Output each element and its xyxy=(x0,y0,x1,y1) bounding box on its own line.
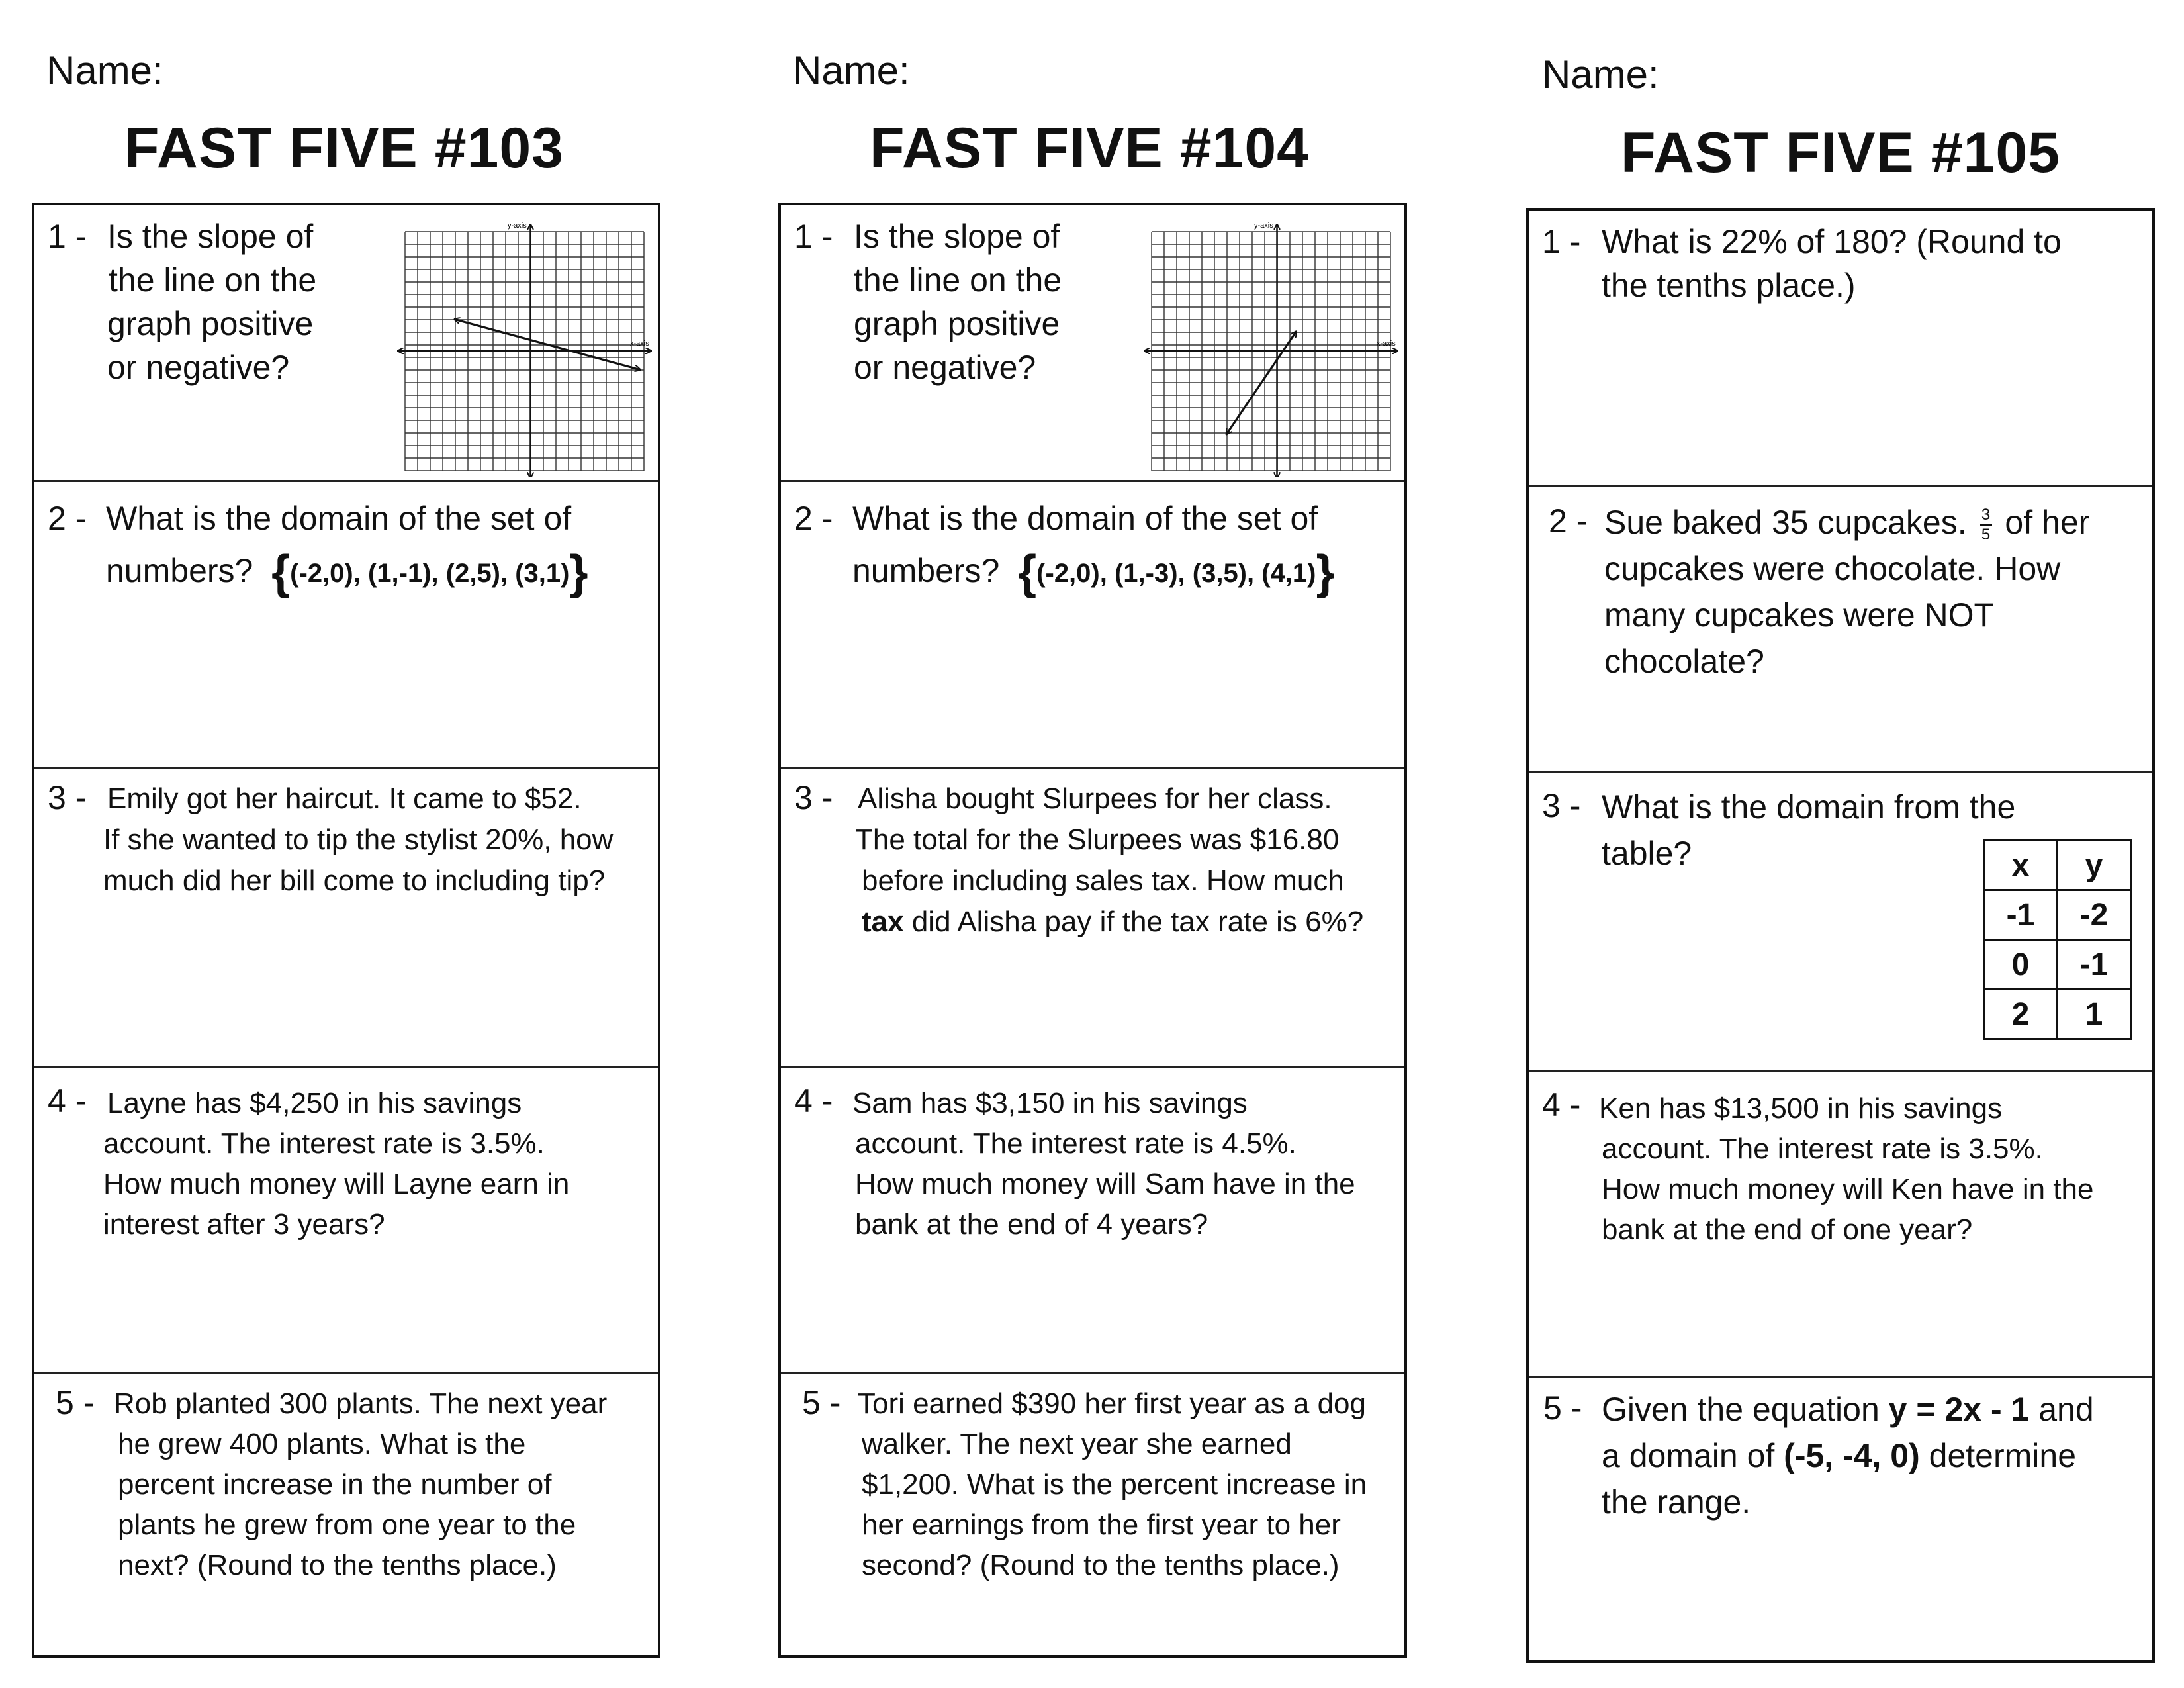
text-line: many cupcakes were NOT xyxy=(1604,596,1995,633)
question-2-text: What is the domain of the set of xyxy=(852,500,1318,537)
question-2-set-line xyxy=(852,541,1335,604)
text-span: did Alisha pay if the tax rate is 6%? xyxy=(903,906,1364,938)
text-line: bank at the end of 4 years? xyxy=(855,1208,1208,1241)
table-header-row xyxy=(1984,841,2131,890)
equation: y = 2x - 1 xyxy=(1888,1391,2030,1428)
question-3-text xyxy=(1602,784,2015,876)
question-5-text xyxy=(858,1383,1367,1585)
question-2-number: 2 - xyxy=(794,500,833,537)
text-line: Emily got her haircut. It came to $52. xyxy=(107,782,582,815)
question-1 xyxy=(48,214,86,258)
text-line: before including sales tax. How much xyxy=(862,865,1344,897)
table-cell: 2 xyxy=(1984,990,2058,1039)
text-line: graph positive xyxy=(854,305,1060,342)
text-line: bank at the end of one year? xyxy=(1602,1213,1973,1246)
divider xyxy=(781,1066,1404,1068)
divider xyxy=(781,1372,1404,1374)
text-line: Rob planted 300 plants. The next year xyxy=(114,1387,608,1420)
number-set: (-2,0), (1,-3), (3,5), (4,1) xyxy=(1036,559,1316,588)
text-line: What is 22% of 180? (Round to xyxy=(1602,223,2062,260)
text-line: the tenths place.) xyxy=(1602,267,1856,304)
text-line: he grew 400 plants. What is the xyxy=(118,1428,526,1460)
bold-word: tax xyxy=(862,906,904,938)
text-line: If she wanted to tip the stylist 20%, how xyxy=(103,823,614,856)
text-line: her earnings from the first year to her xyxy=(862,1509,1341,1541)
question-5-text xyxy=(114,1383,607,1585)
number-set: (-2,0), (1,-1), (2,5), (3,1) xyxy=(290,559,570,588)
question-1-number: 1 - xyxy=(794,218,833,255)
coordinate-graph xyxy=(385,212,663,477)
question-box xyxy=(32,203,660,1658)
divider xyxy=(34,480,658,482)
question-4-number: 4 - xyxy=(1542,1086,1581,1123)
text-line: second? (Round to the tenths place.) xyxy=(862,1549,1340,1581)
text-span: determine xyxy=(1919,1437,2076,1474)
text-line: The total for the Slurpees was $16.80 xyxy=(855,823,1340,856)
question-5-text xyxy=(1602,1386,2094,1525)
text-span: Sue baked 35 cupcakes. xyxy=(1604,504,1967,541)
question-4-text xyxy=(103,1083,570,1244)
question-2-text xyxy=(1604,499,2089,684)
y-axis-label: y-axis xyxy=(508,222,527,230)
text-line: Is the slope of xyxy=(854,218,1060,255)
text-line: How much money will Sam have in the xyxy=(855,1168,1355,1200)
divider xyxy=(1529,1376,2152,1378)
text-line: plants he grew from one year to the xyxy=(118,1509,576,1541)
question-3-number: 3 - xyxy=(794,779,833,816)
text-line xyxy=(862,902,1363,943)
text-line: Tori earned $390 her first year as a dog xyxy=(858,1387,1367,1420)
text-line: account. The interest rate is 3.5%. xyxy=(1602,1133,2043,1165)
text-line xyxy=(1602,1386,2094,1432)
divider xyxy=(781,480,1404,482)
y-axis-label: y-axis xyxy=(1254,222,1273,230)
table-cell: -1 xyxy=(1984,890,2058,940)
text-line: account. The interest rate is 4.5%. xyxy=(855,1127,1297,1160)
table-cell: -1 xyxy=(2058,940,2131,990)
divider xyxy=(781,767,1404,769)
name-label: Name: xyxy=(793,48,910,93)
text-line: table? xyxy=(1602,835,1692,872)
text-line: $1,200. What is the percent increase in xyxy=(862,1468,1367,1501)
divider xyxy=(1529,485,2152,487)
x-axis-label: x-axis xyxy=(1377,340,1396,348)
text-line: Sam has $3,150 in his savings xyxy=(852,1087,1248,1119)
question-box xyxy=(778,203,1407,1658)
table-row xyxy=(1984,890,2131,940)
text-span: and xyxy=(2029,1391,2094,1428)
question-1-number: 1 - xyxy=(1542,223,1581,260)
question-2-text: What is the domain of the set of xyxy=(106,500,572,537)
question-1-text xyxy=(107,214,316,389)
table-header-cell: y xyxy=(2058,841,2131,890)
sheet-title: FAST FIVE #104 xyxy=(869,117,1310,180)
sheet-title: FAST FIVE #103 xyxy=(124,117,565,180)
text-line: much did her bill come to including tip? xyxy=(103,865,606,897)
text-span: Given the equation xyxy=(1602,1391,1889,1428)
text-line: What is the domain from the xyxy=(1602,788,2016,825)
question-1-text xyxy=(854,214,1062,389)
text-span: a domain of xyxy=(1602,1437,1784,1474)
text-line: graph positive xyxy=(107,305,314,342)
fraction-denominator: 5 xyxy=(1981,525,1991,543)
table-header-cell: x xyxy=(1984,841,2058,890)
question-3-text xyxy=(855,778,1364,943)
sheet-title: FAST FIVE #105 xyxy=(1620,121,2061,185)
question-4-text xyxy=(1599,1088,2093,1250)
divider xyxy=(34,1372,658,1374)
table-row xyxy=(1984,990,2131,1039)
xy-table xyxy=(1983,839,2132,1040)
fraction-numerator: 3 xyxy=(1981,505,1991,524)
question-5-number: 5 - xyxy=(1543,1389,1582,1427)
text-line: or negative? xyxy=(854,349,1036,386)
question-number: 1 - xyxy=(48,218,87,255)
question-4-text xyxy=(852,1083,1355,1244)
question-2-number: 2 - xyxy=(1549,502,1588,539)
text-line: cupcakes were chocolate. How xyxy=(1604,550,2061,587)
divider xyxy=(34,1066,658,1068)
divider xyxy=(34,767,658,769)
brace-close: } xyxy=(569,546,588,599)
text-line: walker. The next year she earned xyxy=(862,1428,1292,1460)
text-line: next? (Round to the tenths place.) xyxy=(118,1549,557,1581)
text-line: the range. xyxy=(1602,1483,1751,1521)
brace-close: } xyxy=(1316,546,1335,599)
text-line: Alisha bought Slurpees for her class. xyxy=(858,782,1332,815)
fraction xyxy=(1980,507,1992,543)
question-4-number: 4 - xyxy=(48,1082,87,1119)
divider xyxy=(1529,771,2152,773)
text-line xyxy=(1602,1432,2094,1479)
text-line: interest after 3 years? xyxy=(103,1208,385,1241)
name-label: Name: xyxy=(46,48,163,93)
question-5-number: 5 - xyxy=(802,1384,841,1421)
text-line: the line on the xyxy=(109,261,317,299)
question-box xyxy=(1526,208,2155,1663)
text-line xyxy=(1604,499,2089,545)
question-2-set-line xyxy=(106,541,588,604)
text-line: the line on the xyxy=(854,261,1062,299)
question-4-number: 4 - xyxy=(794,1082,833,1119)
divider xyxy=(1529,1070,2152,1072)
text-line: account. The interest rate is 3.5%. xyxy=(103,1127,545,1160)
text-line: chocolate? xyxy=(1604,643,1764,680)
question-1-text xyxy=(1602,220,2062,307)
text-line: or negative? xyxy=(107,349,290,386)
text-line: Is the slope of xyxy=(107,218,314,255)
table-row xyxy=(1984,940,2131,990)
text-line: numbers? xyxy=(852,552,1000,589)
x-axis-label: x-axis xyxy=(630,340,649,348)
text-line: How much money will Ken have in the xyxy=(1602,1173,2094,1205)
text-line: numbers? xyxy=(106,552,253,589)
question-3-number: 3 - xyxy=(48,779,87,816)
brace-open: { xyxy=(271,546,291,599)
question-3-number: 3 - xyxy=(1542,787,1581,824)
table-cell: -2 xyxy=(2058,890,2131,940)
table-cell: 1 xyxy=(2058,990,2131,1039)
text-span: of her xyxy=(2005,504,2090,541)
text-line: Layne has $4,250 in his savings xyxy=(107,1087,522,1119)
domain-values: (-5, -4, 0) xyxy=(1784,1437,1920,1474)
brace-open: { xyxy=(1018,546,1037,599)
question-3-text xyxy=(103,778,614,902)
text-line: percent increase in the number of xyxy=(118,1468,552,1501)
question-5-number: 5 - xyxy=(56,1384,95,1421)
text-line: Ken has $13,500 in his savings xyxy=(1599,1092,2003,1125)
text-line: How much money will Layne earn in xyxy=(103,1168,570,1200)
name-label: Name: xyxy=(1542,52,1659,97)
coordinate-graph xyxy=(1132,212,1410,477)
table-cell: 0 xyxy=(1984,940,2058,990)
question-2-number: 2 - xyxy=(48,500,87,537)
